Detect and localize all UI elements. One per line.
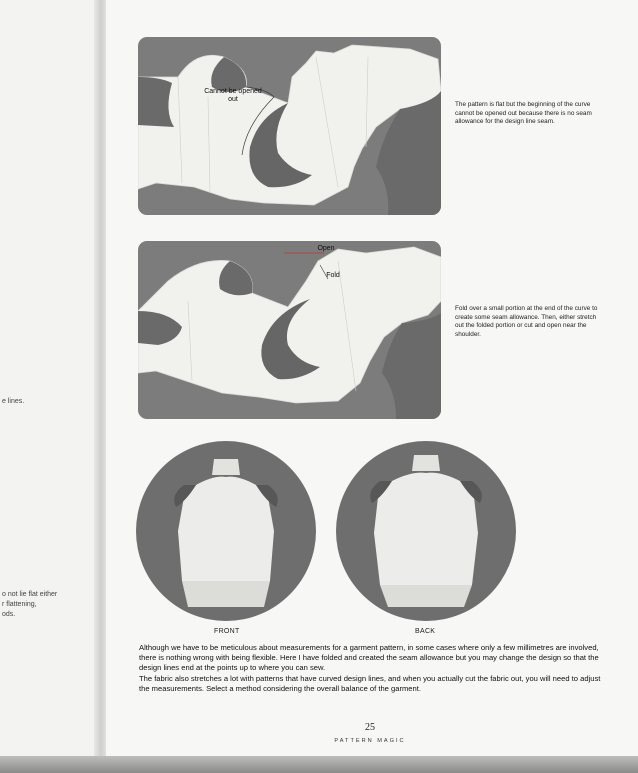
pattern-photo-flat	[138, 37, 441, 215]
cannot-open-annotation: Cannot be opened out	[204, 88, 262, 103]
front-label: FRONT	[214, 628, 240, 635]
scan-bottom-edge	[0, 756, 638, 773]
back-view-photo	[336, 441, 516, 621]
body-text	[139, 643, 607, 694]
left-page	[0, 0, 98, 758]
figure-2-caption: Fold over a small portion at the end of the curve to create some seam allowance. Then, either stretch out the folded portion or cut and open near the shoulder.	[455, 305, 598, 338]
back-label: BACK	[415, 628, 436, 635]
open-annotation: Open	[317, 245, 335, 252]
figure-1-caption: The pattern is flat but the beginning of the curve cannot be opened out because there is no seam allowance for the design line seam.	[455, 101, 592, 126]
pattern-piece-illustration	[138, 37, 441, 215]
body-paragraph: Although we have to be meticulous about measurements for a garment pattern, in some cases where only a few millimetres are involved, there is nothing wrong with being flexible. Here I have folded and created the seam allowance but you may change the design so that the design lines end at the points up to where you can sew.	[139, 643, 599, 673]
left-page-fragment: ods.	[2, 611, 16, 618]
pattern-piece-illustration	[138, 241, 441, 419]
left-page-fragment: e lines.	[2, 398, 25, 405]
page-number: 25	[365, 722, 375, 733]
book-title: PATTERN MAGIC	[334, 738, 406, 744]
left-page-fragment: r flattening,	[2, 601, 37, 608]
fold-annotation: Fold	[326, 272, 340, 279]
body-paragraph: The fabric also stretches a lot with patterns that have curved design lines, and when you actually cut the fabric out, you will need to adjust the measurements. Select a method considering the overall balance of the garment.	[139, 673, 601, 693]
bodice-front-illustration	[136, 441, 316, 621]
left-page-fragment: o not lie flat either	[2, 591, 58, 598]
pattern-photo-folded	[138, 241, 441, 419]
front-view-photo	[136, 441, 316, 621]
bodice-back-illustration	[336, 441, 516, 621]
